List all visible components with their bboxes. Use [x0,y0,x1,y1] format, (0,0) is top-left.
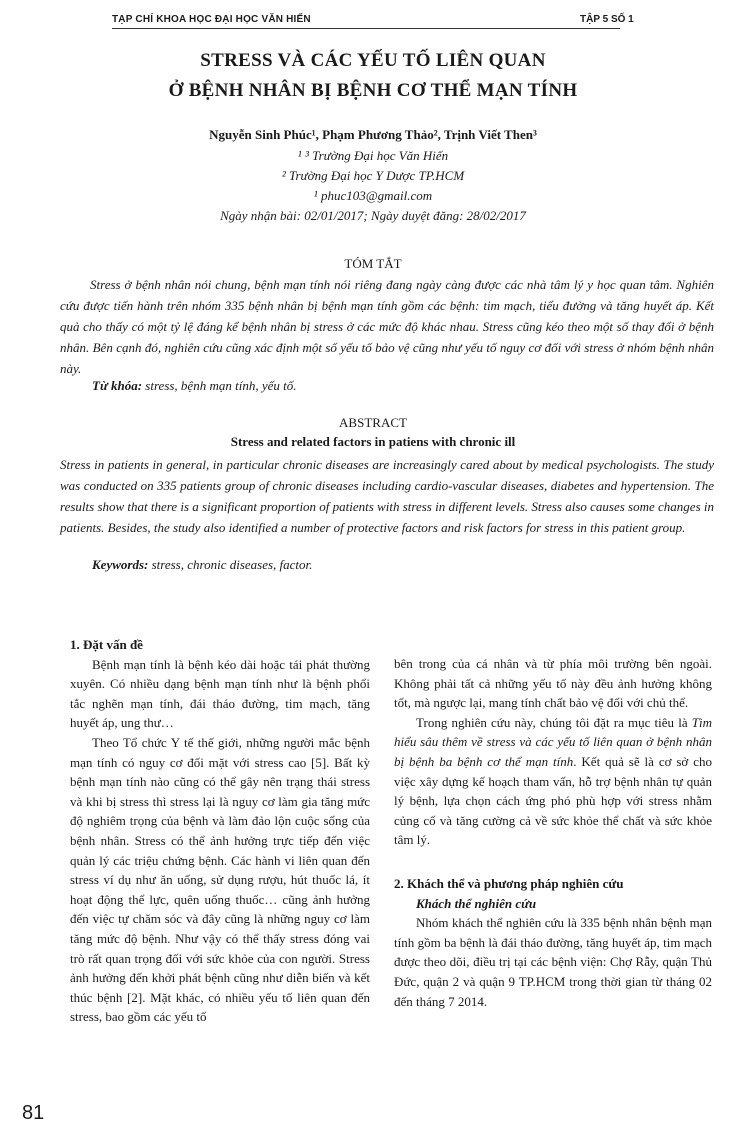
right-paragraph-2-end: . Kết quả sẽ là cơ sở cho việc xây dựng kế hoạch tham vấn, hỗ trợ bệnh nhân tự quản lý bệnh, lựa chọn cách ứng phó phù hợp với stress nhằm củng cố và tăng cường cả về sức khỏe thể chất và sức khỏe tâm lý. [394,753,712,848]
right-paragraph-2-start: Trong nghiên cứu này, chúng tôi đặt ra mục tiêu là [416,714,692,730]
journal-header: TẠP CHÍ KHOA HỌC ĐẠI HỌC VĂN HIẾN [112,14,311,25]
left-paragraph-2: Theo Tổ chức Y tế thế giới, những người mắc bệnh mạn tính có nguy cơ đối mặt với stress cao [5]. Bất kỳ bệnh mạn tính nào cũng có thể gây nên trạng thái stress và khi bị stress thì stress lại là nguy cơ làm gia tăng mức độ nghiêm trọng của bệnh và làm đảo lộn cuộc sống của bệnh nhân. Stress có thể ảnh hưởng trực tiếp đến việc quản lý các triệu chứng bệnh. Các hành vi liên quan đến stress ví dụ như ăn uống, sử dụng rượu, hút thuốc lá, ít hoạt động thể lực, quên uống thuốc… cũng ảnh hưởng đến việc tự chăm sóc và đây cũng là những nguy cơ làm tăng mức độ bệnh. Như vậy có thể thấy stress đóng vai trò rất quan trọng đối với sức khỏe của con người. Stress ảnh hưởng đến khởi phát bệnh cũng như diễn biến và kết thúc bệnh [2]. Mặt khác, có nhiều yếu tố liên quan đến stress, bao gồm các yếu tố [70,734,370,1025]
volume-header: TẬP 5 SỐ 1 [580,14,634,25]
abstract-subtitle: Stress and related factors in patiens with chronic ill [230,434,516,449]
summary-heading: TÓM TẮT [344,256,402,271]
keywords-en-label: Keywords: [92,557,149,572]
keywords-en [92,557,312,573]
title-line-1: STRESS VÀ CÁC YẾU TỐ LIÊN QUAN [200,50,546,71]
received-dates: Ngày nhận bài: 02/01/2017; Ngày duyệt đăng: 28/02/2017 [220,208,526,223]
right-column [394,654,712,1011]
keywords-vi-text: stress, bệnh mạn tính, yếu tố. [145,378,297,393]
right-paragraph-1: bên trong của cá nhân và từ phía môi trường bên ngoài. Không phải tất cả những yếu tố này đều ảnh hưởng không tốt, mà ngược lại, mang tính chất bảo vệ đối với chủ thể. [394,656,712,711]
section-2-heading: 2. Khách thể và phương pháp nghiên cứu [394,875,624,891]
left-column [70,635,370,1027]
keywords-vi-label: Từ khóa: [92,378,143,393]
page-number: 81 [22,1102,45,1124]
keywords-en-text: stress, chronic diseases, factor. [151,557,313,572]
right-paragraph-3: Nhóm khách thể nghiên cứu là 335 bệnh nhân bệnh mạn tính gồm ba bệnh là đái tháo đường, tăng huyết áp, tim mạch được theo dõi, điều trị tại các bệnh viện: Chợ Rẫy, quận Thủ Đức, quận 2 và quận 9 TP.HCM trong thời gian từ tháng 02 đến tháng 7 2014. [394,915,712,1009]
title-line-2: Ở BỆNH NHÂN BỊ BỆNH CƠ THỂ MẠN TÍNH [168,80,578,101]
section-1-heading: 1. Đặt vấn đề [70,637,143,652]
section-2-subheading: Khách thể nghiên cứu [416,895,537,911]
abstract-body: Stress in patients in general, in particular chronic diseases are increasingly cared about by medical psychologists. The study was conducted on 335 patients group of chronic diseases including cardio-vascular diseases, diabetes and hypertension. The results show that there is a significant proportion of patients with stress in different levels. Stress also causes some changes in patients. Besides, the study also identified a number of protective factors and risk factors for stress in this patient group. [60,457,714,535]
affiliation-1: ¹ ³ Trường Đại học Văn Hiến [297,148,449,163]
left-paragraph-1: Bệnh mạn tính là bệnh kéo dài hoặc tái phát thường xuyên. Có nhiều dạng bệnh mạn tính như là bệnh phổi tắc nghẽn mạn tính, đái tháo đường, tim mạch, tăng huyết áp, ung thư… [70,656,370,731]
author-email: ¹ phuc103@gmail.com [313,188,433,203]
affiliation-2: ² Trường Đại học Y Dược TP.HCM [281,168,465,183]
right-paragraph-2 [394,713,712,850]
keywords-vi [92,378,296,394]
abstract-heading: ABSTRACT [339,415,407,430]
header-rule [112,28,620,29]
summary-body: Stress ở bệnh nhân nói chung, bệnh mạn tính nói riêng đang ngày càng được các nhà tâm lý y học quan tâm. Nghiên cứu được tiến hành trên nhóm 335 bệnh nhân bị bệnh mạn tính gồm các bệnh: tim mạch, tiểu đường và tăng huyết áp. Kết quả cho thấy có một tỷ lệ đáng kể bệnh nhân bị stress ở các mức độ khác nhau. Stress cũng kéo theo một số thay đổi ở bệnh nhân. Bên cạnh đó, nghiên cứu cũng xác định một số yếu tố bảo vệ cũng như yếu tố nguy cơ đối với stress ở nhóm bệnh nhân này. [60,277,714,376]
authors: Nguyễn Sinh Phúc¹, Phạm Phương Thảo², Trịnh Viết Then³ [209,127,537,142]
research-objective: Tìm hiểu sâu thêm về stress và các yếu tố liên quan ở bệnh nhân bị bệnh ba bệnh cơ thể mạn tính [394,714,712,769]
